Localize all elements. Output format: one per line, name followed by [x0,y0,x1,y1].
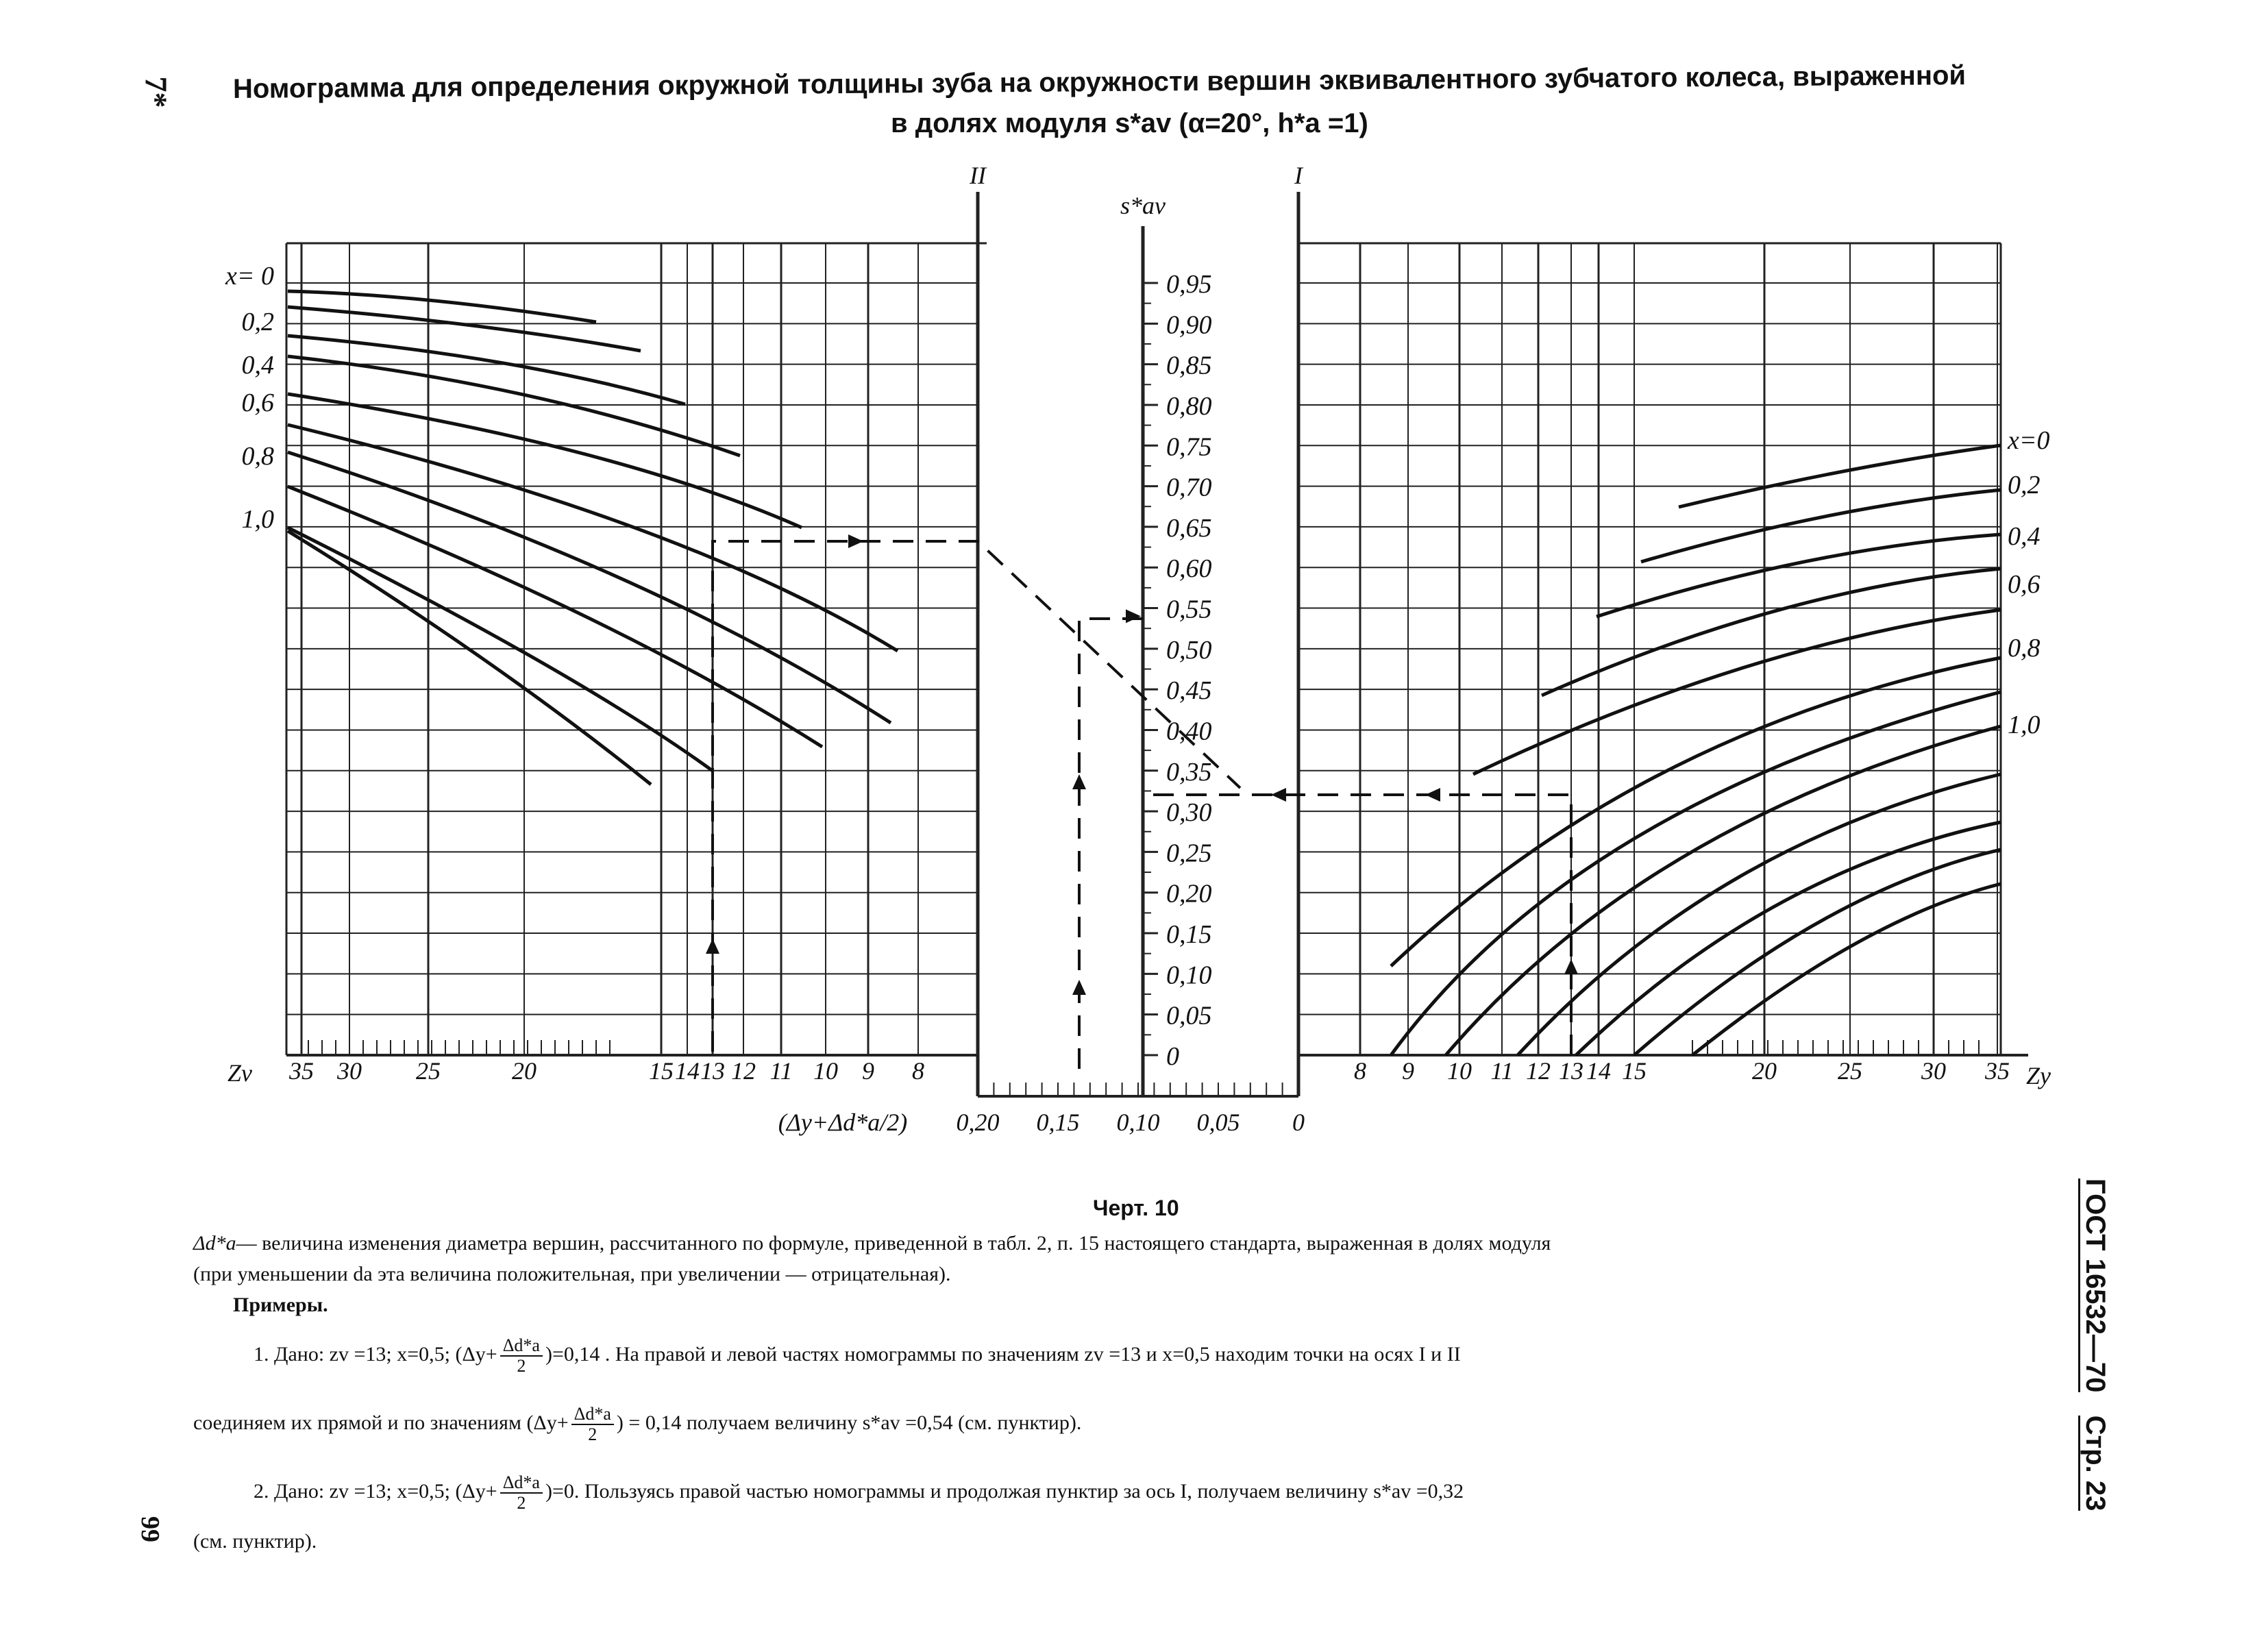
definition-line-1 [193,1230,1551,1257]
example-1-line-1: 1. Дано: zv =13; x=0,5; (Δy+ $\frac{\Delta d*a}{2}$ )=0,14 . На правой и левой частях номограммы по значениям zv =13 и x=0,5 находим точки на осях I и II [254,1335,1461,1376]
title-line-1: Номограмма для определения окружной толщины зуба на окружности вершин эквивалентного зубчатого колеса, выраженной [232,60,1967,104]
standard-reference: ГОСТ 16532—70 Стр. 23 [2062,1178,2110,1535]
left-x-curve [288,486,822,747]
center-axis-tick-label: 0,60 [1166,554,1212,584]
fraction: $\frac{\Delta d*a}{2}$ [500,1473,543,1513]
right-x-label: 1,0 [2008,711,2041,739]
center-axis-tick-label: 0,10 [1166,961,1212,990]
left-zv-tick-label: 10 [813,1057,838,1085]
grid-lines [286,192,2028,1096]
right-zv-axis-label: Zy [2026,1062,2051,1089]
page-number: 99 [136,1516,164,1542]
right-x-curve [1641,490,2001,562]
definition-text: — величина изменения диаметра вершин, рассчитанного по формуле, приведенной в табл. 2, п. 15 настоящего стандарта, выраженная в долях модуля [236,1232,1551,1255]
delta-axis-tick-label: 0,05 [1196,1109,1240,1136]
left-x-curve [288,307,641,351]
center-axis-tick-label: 0,70 [1166,473,1212,502]
right-zv-tick-label: 30 [1921,1057,1946,1085]
arrowhead [1126,609,1141,623]
center-axis-tick-label: 0,15 [1166,920,1212,950]
left-x-label: 0,8 [241,442,274,471]
left-zv-tick-label: 14 [675,1057,700,1085]
left-x-curve [288,336,685,404]
left-x-label: 1,0 [241,505,274,534]
right-zv-tick-label: 15 [1622,1057,1647,1085]
center-axis-tick-label: 0,40 [1166,717,1212,746]
delta-axis-tick-label: 0,10 [1116,1109,1160,1136]
left-x-label: 0,6 [241,388,274,417]
left-zv-tick-label: 35 [289,1057,314,1085]
center-axis-tick-label: 0,05 [1166,1001,1212,1030]
right-zv-tick-label: 12 [1526,1057,1551,1085]
center-axis-tick-label: 0,65 [1166,513,1212,543]
center-axis-tick-label: 0,95 [1166,270,1212,299]
right-x-curve [1692,884,2001,1055]
left-zv-tick-label: 25 [416,1057,441,1085]
right-x-curve [1634,850,2001,1055]
right-zv-tick-label: 35 [1985,1057,2010,1085]
center-axis-tick-label: 0,35 [1166,757,1212,787]
left-x-curve [288,425,898,651]
right-x-curve [1542,569,2001,695]
delta-axis-tick-label: 0,15 [1036,1109,1080,1136]
right-zv-tick-label: 14 [1586,1057,1611,1085]
right-x-curve [1391,692,2001,1055]
center-axis-tick-label: 0,50 [1166,635,1212,665]
right-x-curve [1446,726,2001,1055]
center-axis-tick-label: 0,30 [1166,798,1212,828]
title-line-2: в долях модуля s*av (α=20°, h*a =1) [891,108,1368,138]
page-mark: 7* [138,76,174,108]
center-axis-tick-label: 0,20 [1166,879,1212,909]
center-axis-tick-label: 0,80 [1166,391,1212,421]
right-zv-tick-label: 25 [1838,1057,1862,1085]
delta-axis-label: (Δy+Δd*a/2) [778,1109,908,1136]
center-axis-tick-label: 0,55 [1166,595,1212,624]
left-x-label: x= 0 [225,262,274,291]
center-axis-tick-label: 0,45 [1166,676,1212,706]
right-x-curve [1679,445,2001,507]
left-x-curve [288,291,596,322]
definition-symbol: Δd*a [193,1232,236,1255]
left-x-label: 0,4 [241,351,274,380]
figure-caption: Черт. 10 [1093,1196,1179,1220]
center-axis-tick-label: 0,90 [1166,310,1212,340]
delta-axis-tick-label: 0 [1292,1109,1305,1136]
right-x-label: 0,2 [2008,471,2041,499]
right-x-label: 0,8 [2008,634,2041,663]
right-zv-tick-label: 10 [1447,1057,1472,1085]
right-zv-tick-label: 20 [1752,1057,1777,1085]
left-zv-tick-label: 11 [769,1057,793,1085]
right-zv-tick-label: 11 [1490,1057,1514,1085]
left-zv-tick-label: 12 [731,1057,756,1085]
center-axis-label: s*av [1120,192,1166,219]
examples-heading: Примеры. [233,1294,328,1316]
center-axis-tick-label: 0 [1166,1042,1179,1071]
left-zv-axis-label: Zv [227,1059,252,1087]
right-x-label: 0,6 [2008,570,2041,599]
axis-II-label: II [970,162,986,189]
left-zv-tick-label: 30 [337,1057,362,1085]
definition-line-2: (при уменьшении da эта величина положительная, при увеличении — отрицательная). [193,1263,951,1285]
example-1-line-2: соединяем их прямой и по значениям (Δy+ $\frac{\Delta d*a}{2}$ ) = 0,14 получаем величину s*av =0,54 (см. пунктир). [193,1404,1082,1444]
example-2-line-1: 2. Дано: zv =13; x=0,5; (Δy+ $\frac{\Delta d*a}{2}$ )=0. Пользуясь правой частью номограммы и продолжая пунктир за ось I, получаем величину s*av =0,32 [254,1472,1464,1513]
center-axis-tick-label: 0,75 [1166,432,1212,462]
arrowhead [1271,788,1286,802]
right-x-label: x=0 [2008,426,2050,455]
fraction: $\frac{\Delta d*a}{2}$ [571,1405,614,1444]
right-zv-tick-label: 13 [1559,1057,1583,1085]
left-x-curve [288,394,802,528]
left-zv-tick-label: 9 [862,1057,874,1085]
center-axis-tick-label: 0,85 [1166,351,1212,380]
fraction: $\frac{\Delta d*a}{2}$ [500,1336,543,1376]
left-zv-tick-label: 15 [649,1057,674,1085]
left-zv-tick-label: 8 [912,1057,924,1085]
right-x-label: 0,4 [2008,522,2041,551]
delta-axis-tick-label: 0,20 [956,1109,1000,1136]
left-x-label: 0,2 [241,308,274,336]
left-zv-tick-label: 13 [700,1057,725,1085]
example-2-line-2: (см. пунктир). [193,1530,317,1553]
axis-I-label: I [1294,162,1303,189]
right-zv-tick-label: 9 [1402,1057,1414,1085]
center-axis-tick-label: 0,25 [1166,839,1212,868]
right-zv-tick-label: 8 [1354,1057,1366,1085]
left-zv-tick-label: 20 [512,1057,537,1085]
